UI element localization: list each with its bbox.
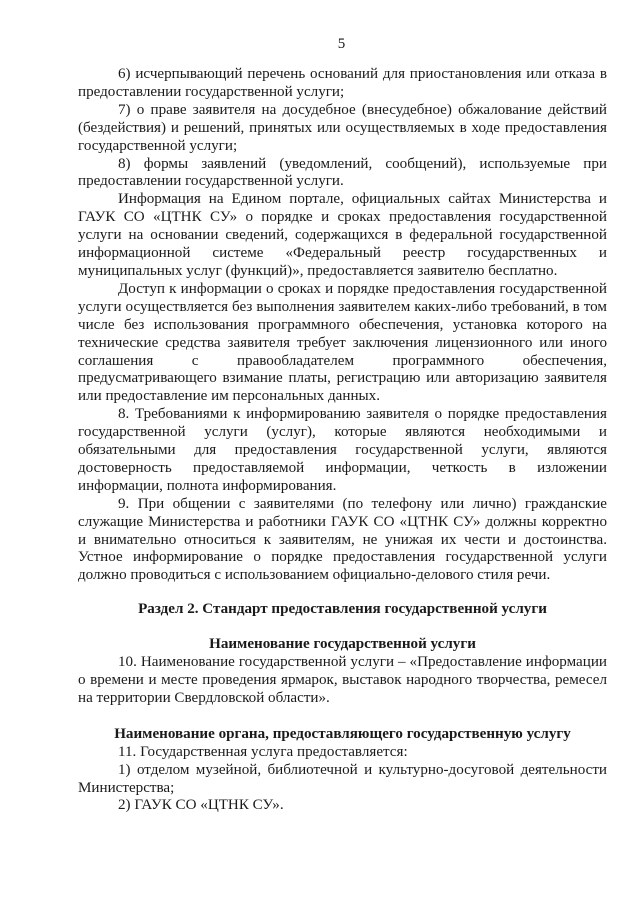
page-number: 5	[337, 36, 346, 52]
service-name-heading: Наименование государственной услуги	[209, 636, 476, 653]
point-10-paragraph: 10. Наименование государственной услуги – «Предоставление информации о времени и месте проведения ярмарок, выставок народного творчества, ремесел на территории Свердловской области».	[78, 654, 607, 706]
point-11-paragraph: 11. Государственная услуга предоставляется:	[118, 743, 408, 760]
list-item-6: 6) исчерпывающий перечень оснований для приостановления или отказа в предоставлении государственной услуги;	[78, 66, 607, 100]
point-8-paragraph: 8. Требованиями к информированию заявителя о порядке предоставления государственной услуги (услуг), которые являются необходимыми и обязательными для предоставления государственной услуги, являются достоверность предоставляемой информации, четкость в изложении информации, полнота информирования.	[78, 406, 607, 494]
list-item-8: 8) формы заявлений (уведомлений, сообщений), используемые при предоставлении государственной услуги.	[78, 155, 607, 190]
list-item-7: 7) о праве заявителя на досудебное (внесудебное) обжалование действий (бездействия) и решений, принятых или осуществляемых в ходе предоставления государственной услуги;	[78, 101, 607, 154]
access-paragraph: Доступ к информации о сроках и порядке предоставления государственной услуги осуществляется без выполнения заявителем каких-либо требований, в том числе без использования программного обеспечения, установка которого на технические средства заявителя требует заключения лицензионного или иного соглашения с правообладателем программного обеспечения, предусматривающего взимание платы, регистрацию или авторизацию заявителя или предоставление им персональных данных.	[78, 280, 607, 405]
point-9-paragraph: 9. При общении с заявителями (по телефону или лично) гражданские служащие Министерства и работники ГАУК СО «ЦТНК СУ» должны корректно и внимательно относиться к заявителям, не унижая их чести и достоинства. Устное информирование о порядке предоставления государственной услуги должно проводиться с использованием официально-делового стиля речи.	[78, 495, 607, 584]
point-11-item-1: 1) отделом музейной, библиотечной и культурно-досуговой деятельности Министерства;	[78, 761, 607, 796]
point-11-item-2: 2) ГАУК СО «ЦТНК СУ».	[118, 797, 284, 814]
info-portal-paragraph: Информация на Едином портале, официальных сайтах Министерства и ГАУК СО «ЦТНК СУ» о порядке и сроках предоставления государственной услуги на основании сведений, содержащихся в федеральной государственной информационной системе «Федеральный реестр государственных и муниципальных услуг (функций)», предоставляется заявителю бесплатно.	[78, 191, 607, 279]
document-body	[78, 66, 607, 815]
service-provider-heading: Наименование органа, предоставляющего государственную услугу	[114, 725, 571, 742]
section-2-title: Раздел 2. Стандарт предоставления государственной услуги	[138, 601, 547, 618]
